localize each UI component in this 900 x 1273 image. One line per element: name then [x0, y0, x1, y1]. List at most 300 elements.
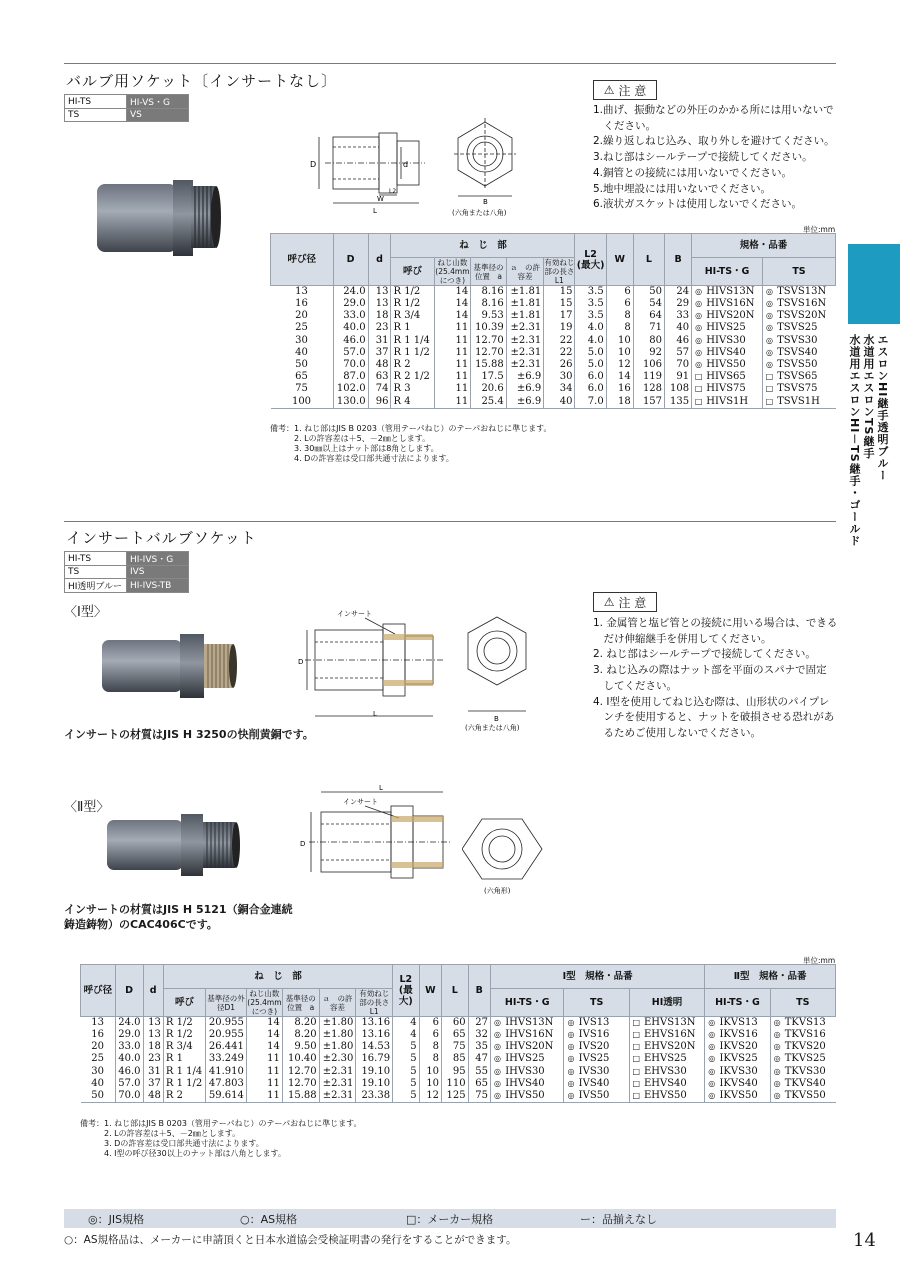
table-cell: 50	[295, 359, 308, 371]
table-cell: 33.0	[115, 1041, 143, 1053]
col-header: L	[633, 234, 664, 286]
table-cell: 8.20	[282, 1029, 319, 1041]
product-code-cell	[770, 1029, 835, 1041]
product-code-cell	[564, 1078, 629, 1090]
product-code-cell	[491, 1017, 564, 1030]
col-header: 基準径の外径D1	[206, 989, 247, 1017]
table-row	[81, 1078, 836, 1090]
col-header: 呼び径	[271, 234, 334, 286]
table-cell: 11	[434, 322, 471, 334]
table-cell: 96	[368, 396, 391, 409]
product-code-cell	[564, 1029, 629, 1041]
standard-mark: ◎	[567, 1078, 575, 1088]
standard-mark: ◎	[494, 1090, 501, 1100]
col-header: L2 (最大)	[393, 965, 420, 1017]
product-code-cell	[762, 286, 835, 299]
table-cell: ±2.30	[319, 1053, 356, 1065]
table-cell: 4	[393, 1017, 420, 1030]
standard-mark: ◎	[567, 1090, 575, 1100]
table-cell: 22	[544, 335, 575, 347]
caution-item: 5.地中埋設には用いないでください。	[593, 182, 772, 195]
table-cell: 5	[393, 1090, 420, 1103]
col-header: 呼び	[391, 258, 434, 286]
table-cell: 5.0	[575, 359, 606, 371]
product-code-cell	[491, 1066, 564, 1078]
standard-mark: ◎	[494, 1066, 501, 1076]
table-cell: 57.0	[333, 347, 368, 359]
table-cell: 23	[143, 1053, 163, 1065]
table-cell: R 2	[391, 359, 434, 371]
legend-as: ○：AS規格	[240, 1212, 298, 1226]
col-header: B	[665, 234, 692, 286]
product-code: EHVS30	[643, 1065, 687, 1077]
product-code: TKVS40	[784, 1077, 826, 1089]
table-cell: 57	[665, 347, 692, 359]
hex-note: (六角形)	[484, 887, 511, 895]
table-row	[81, 1066, 836, 1078]
table-cell: 95	[442, 1066, 469, 1078]
product-code-cell	[692, 322, 763, 334]
table-cell: 6	[419, 1029, 441, 1041]
table-row	[271, 347, 836, 359]
product-code-cell	[564, 1053, 629, 1065]
table-cell: 55	[468, 1066, 490, 1078]
table-cell: 6	[606, 298, 633, 310]
product-code-cell	[491, 1090, 564, 1103]
table-cell: 13.16	[356, 1017, 393, 1030]
caution-item: 1. 金属管と塩ビ管との接続に用いる場合は、できる	[593, 617, 838, 629]
table-cell: 92	[633, 347, 664, 359]
table-cell: 34	[544, 383, 575, 395]
table-cell: ±1.81	[506, 286, 544, 299]
product-code: EHVS25	[643, 1053, 687, 1065]
table-cell: 37	[143, 1078, 163, 1090]
table-cell: 70	[665, 359, 692, 371]
product-code-cell	[629, 1078, 705, 1090]
product-code: TSVS20N	[777, 310, 827, 322]
table-cell: 11	[246, 1066, 282, 1078]
product-code-cell	[762, 322, 835, 334]
product-code: HIVS1H	[706, 395, 749, 407]
dimension-drawing-hex	[448, 118, 523, 218]
table-cell: 125	[442, 1090, 469, 1103]
table1-notes	[270, 424, 551, 464]
table-cell: 14	[246, 1029, 282, 1041]
table-cell: R 1	[391, 322, 434, 334]
caution-item: 6.液状ガスケットは使用しないでください。	[593, 198, 802, 211]
dim-label-D: D	[310, 160, 317, 169]
table-cell: 75	[468, 1090, 490, 1103]
legend-bar	[64, 1209, 836, 1228]
table-cell: 50	[81, 1090, 116, 1103]
product-code: HIVS16N	[706, 298, 755, 310]
caution-item: ンチを使用すると、ナットを破損させる恐れがあ	[593, 711, 835, 724]
table-cell: 6.0	[575, 383, 606, 395]
table-cell: 16	[606, 383, 633, 395]
code-value: IVS	[127, 566, 189, 579]
table-cell: 20.955	[206, 1017, 247, 1030]
type1-label: 〈Ⅰ型〉	[64, 605, 107, 620]
table-cell: 11	[434, 359, 471, 371]
svg-text:L: L	[373, 710, 377, 718]
table-cell: 85	[442, 1053, 469, 1065]
table-row	[271, 322, 836, 334]
table-cell: R 1 1/4	[163, 1066, 205, 1078]
product-code-cell	[692, 347, 763, 359]
table-cell: 135	[665, 396, 692, 409]
warning-icon: ⚠	[603, 83, 615, 97]
table-cell: 25.4	[471, 396, 506, 409]
table-cell: 23	[368, 322, 391, 334]
table-cell: 6	[606, 286, 633, 299]
product-code: TKVS25	[784, 1053, 826, 1065]
warning-icon: ⚠	[603, 595, 615, 609]
product-code: IHVS16N	[505, 1029, 554, 1041]
caution-item: 1.曲げ、振動などの外圧のかかる所には用いないで	[593, 104, 834, 116]
caution-item: るためご使用しないでください。	[593, 726, 761, 739]
table-cell: ±6.9	[506, 371, 544, 383]
table-cell: 63	[368, 371, 391, 383]
standard-mark: ◎	[695, 335, 703, 345]
standard-mark: ◎	[695, 360, 703, 370]
table-cell: 33.249	[206, 1053, 247, 1065]
table-cell: 27	[468, 1017, 490, 1030]
note-item: 備考：1. ねじ部はJIS B 0203（管用テーパねじ）のテーパおねじに準じます。	[80, 1119, 362, 1128]
product-code-cell	[491, 1029, 564, 1041]
table-cell: ±6.9	[506, 383, 544, 395]
product-code-cell	[491, 1041, 564, 1053]
product-code-cell	[705, 1041, 770, 1053]
caution-item: ください。	[593, 119, 656, 132]
table-cell: 128	[633, 383, 664, 395]
footer-note: ○：AS規格品は、メーカーに申請頂くと日本水道協会受検証明書の発行をすることができます。	[64, 1234, 517, 1246]
product-code: IVS13	[578, 1017, 610, 1028]
product-code: IHVS13N	[505, 1017, 554, 1028]
standard-mark: □	[765, 372, 774, 382]
product-code: IHVS20N	[505, 1041, 554, 1053]
standard-mark: □	[632, 1030, 641, 1040]
table-cell: 18	[368, 310, 391, 322]
product-code-cell	[762, 335, 835, 347]
table-cell: 14	[434, 286, 471, 299]
table-cell: 17.5	[471, 371, 506, 383]
product-code-cell	[762, 396, 835, 409]
legend-jis: ◎：JIS規格	[88, 1212, 145, 1226]
table-cell: 5.0	[575, 347, 606, 359]
table-cell: ±2.31	[506, 322, 544, 334]
dim-label-W: W	[377, 195, 384, 203]
table-cell: 59.614	[206, 1090, 247, 1103]
table-cell: R 3	[391, 383, 434, 395]
table-cell: 16.79	[356, 1053, 393, 1065]
product-code: EHVS50	[643, 1089, 687, 1101]
table-cell: 40	[544, 396, 575, 409]
table-cell: 25	[91, 1053, 104, 1065]
standard-mark: ◎	[494, 1054, 501, 1064]
material-note-1: インサートの材質はJIS H 3250の快削黄銅です。	[64, 728, 314, 741]
product-code: EHVS16N	[643, 1029, 696, 1041]
col-header: HI-TS・G	[705, 989, 770, 1017]
standard-mark: ◎	[567, 1018, 575, 1027]
table-cell: 29.0	[115, 1029, 143, 1041]
col-header: HI-TS・G	[491, 989, 564, 1017]
table-cell: 40	[295, 346, 308, 358]
product-code: IVS30	[578, 1065, 610, 1077]
col-header: HI透明	[629, 989, 705, 1017]
product-code: IHVS25	[505, 1053, 545, 1065]
table-cell: R 1/2	[391, 298, 434, 310]
table-cell: 11	[434, 371, 471, 383]
table-cell: R 4	[391, 396, 434, 409]
table-cell: 11	[246, 1090, 282, 1103]
product-code: IVS25	[578, 1053, 610, 1065]
col-header: ねじ山数 (25.4mmにつき)	[435, 258, 470, 285]
col-header: D	[115, 965, 143, 1017]
table-cell: ±1.81	[506, 298, 544, 310]
col-header: ａ の許容差	[319, 989, 356, 1017]
standard-mark: ◎	[765, 335, 773, 345]
product-code: HIVS50	[706, 359, 746, 371]
table-cell: 29.0	[333, 298, 368, 310]
product-code-cell	[692, 298, 763, 310]
table-cell: 13.16	[356, 1029, 393, 1041]
product-code: IKVS50	[719, 1089, 758, 1101]
table-cell: 130.0	[333, 396, 368, 409]
table-row	[271, 396, 836, 409]
table-cell: 46	[665, 335, 692, 347]
product-code: IKVS13	[719, 1017, 758, 1028]
standard-mark: ◎	[708, 1066, 716, 1076]
caution-item: してください。	[593, 679, 677, 692]
table-cell: 8	[419, 1041, 441, 1053]
standard-mark: □	[765, 396, 774, 406]
table-cell: 106	[633, 359, 664, 371]
product-code: TSVS75	[777, 383, 818, 395]
standard-mark: ◎	[567, 1054, 575, 1064]
table-row	[81, 1090, 836, 1103]
standard-mark: ◎	[773, 1042, 781, 1052]
table-row	[271, 359, 836, 371]
table-cell: 46.0	[115, 1066, 143, 1078]
table-cell: 24.0	[115, 1017, 143, 1030]
table-cell: ±2.31	[319, 1078, 356, 1090]
table-cell: 87.0	[333, 371, 368, 383]
table-cell: 47	[468, 1053, 490, 1065]
product-code: TSVS50	[777, 359, 818, 371]
product-code-cell	[629, 1053, 705, 1065]
table-cell: 29	[665, 298, 692, 310]
standard-mark: ◎	[765, 287, 773, 296]
caution-item: 4. Ⅰ型を使用してねじ込む際は、山形状のパイプレ	[593, 695, 830, 708]
product-code-cell	[705, 1066, 770, 1078]
product-code-cell	[705, 1029, 770, 1041]
product-code-cell	[629, 1017, 705, 1030]
code-value: VS	[127, 109, 189, 122]
product-code: TSVS16N	[777, 298, 827, 310]
product-code: TSVS65	[777, 371, 818, 383]
table-cell: 23.38	[356, 1090, 393, 1103]
table-cell: 8	[606, 322, 633, 334]
table-cell: 157	[633, 396, 664, 409]
insert-label: インサート	[337, 610, 372, 618]
table-cell: 13	[295, 286, 308, 297]
table-cell: 14	[246, 1017, 282, 1030]
product-code: EHVS40	[643, 1077, 687, 1089]
product-code: TKVS20	[784, 1041, 826, 1053]
table-cell: 11	[434, 383, 471, 395]
product-code-cell	[629, 1090, 705, 1103]
product-code-cell	[705, 1078, 770, 1090]
table-cell: 48	[143, 1090, 163, 1103]
caution-item: 3. ねじ込みの際はナット部を平面のスパナで固定	[593, 664, 827, 677]
product-code: TSVS40	[777, 346, 818, 358]
product-code-cell	[692, 396, 763, 409]
product-code-cell	[770, 1017, 835, 1030]
standard-mark: ◎	[773, 1030, 781, 1040]
table-cell: 8.16	[471, 298, 506, 310]
standard-mark: ◎	[773, 1054, 781, 1064]
standard-mark: ◎	[695, 347, 703, 357]
note-item: 3. Dの許容差は受口部共通寸法によります。	[104, 1139, 264, 1148]
product-code: TKVS13	[784, 1017, 826, 1028]
col-header: 基準径の位置 a	[471, 258, 506, 286]
product-code-cell	[705, 1017, 770, 1030]
table-cell: 10	[606, 347, 633, 359]
standard-mark: □	[632, 1066, 641, 1076]
product-code: EHVS20N	[643, 1041, 696, 1053]
table-cell: 30	[544, 371, 575, 383]
spec-table-2	[80, 964, 836, 1103]
product-code-cell	[770, 1078, 835, 1090]
col-header: TS	[770, 989, 835, 1017]
product-code: TSVS30	[777, 334, 818, 346]
table-cell: 26	[544, 359, 575, 371]
code-label: HI-TS	[65, 552, 127, 566]
table-cell: 20.6	[471, 383, 506, 395]
dimension-drawing-hex-type1	[460, 613, 535, 733]
section2-codes	[64, 551, 189, 593]
table-cell: 65	[442, 1029, 469, 1041]
product-code: IHVS30	[505, 1065, 545, 1077]
section2-title: インサートバルブソケット	[66, 529, 257, 547]
table-cell: ±2.31	[319, 1090, 356, 1103]
table-cell: 6	[419, 1017, 441, 1030]
table-cell: ±2.31	[506, 347, 544, 359]
table-row	[271, 286, 836, 299]
section1-rule	[64, 63, 836, 64]
note-item: 3. 30㎜以上はナット部は8角とします。	[294, 444, 439, 453]
standard-mark: ◎	[494, 1078, 501, 1088]
code-label: TS	[65, 109, 127, 122]
table-cell: 11	[434, 347, 471, 359]
table-row	[271, 310, 836, 322]
product-code: HIVS25	[706, 322, 746, 334]
table-cell: 20.955	[206, 1029, 247, 1041]
table-cell: 19.10	[356, 1078, 393, 1090]
product-code-cell	[692, 359, 763, 371]
legend-maker: □：メーカー規格	[406, 1212, 494, 1226]
col-header: 呼び	[163, 989, 205, 1017]
table-cell: 11	[434, 335, 471, 347]
table-cell: R 1 1/2	[391, 347, 434, 359]
col-header: ね じ 部	[163, 965, 392, 989]
caution-badge: ⚠ 注 意	[593, 80, 657, 100]
table-cell: R 3/4	[391, 310, 434, 322]
table-cell: 11	[246, 1053, 282, 1065]
product-photo-type2	[105, 808, 245, 878]
table-cell: 3.5	[575, 310, 606, 322]
standard-mark: ◎	[567, 1066, 575, 1076]
section2-rule	[64, 521, 836, 522]
standard-mark: ◎	[773, 1078, 781, 1088]
svg-text:B: B	[494, 715, 499, 723]
product-code-cell	[692, 310, 763, 322]
table-cell: 13	[143, 1017, 163, 1030]
code-label: HI透明ブルー	[65, 579, 127, 593]
col-header: Ⅱ型 規格・品番	[705, 965, 836, 989]
standard-mark: ◎	[765, 299, 773, 309]
table-cell: 3.5	[575, 298, 606, 310]
table-cell: 19.10	[356, 1066, 393, 1078]
col-header: d	[143, 965, 163, 1017]
table-cell: R 2	[163, 1090, 205, 1103]
code-value: HI-VS・G	[127, 95, 189, 109]
table-cell: 14	[434, 310, 471, 322]
standard-mark: □	[632, 1018, 641, 1027]
table-cell: 13	[368, 286, 391, 299]
table-cell: 20	[91, 1041, 104, 1053]
standard-mark: □	[632, 1054, 641, 1064]
table-cell: 9.53	[471, 310, 506, 322]
product-code-cell	[692, 286, 763, 299]
product-code-cell	[564, 1041, 629, 1053]
table-cell: 47.803	[206, 1078, 247, 1090]
table-cell: 119	[633, 371, 664, 383]
dimension-drawing-hex-type2	[462, 815, 552, 900]
table-cell: 4.0	[575, 322, 606, 334]
unit-label: 単位:mm	[803, 225, 836, 234]
table-cell: 100	[271, 396, 334, 409]
standard-mark: ◎	[494, 1018, 501, 1027]
table-cell: 3.5	[575, 286, 606, 299]
table-cell: 22	[544, 347, 575, 359]
table-cell: 12.70	[282, 1066, 319, 1078]
table-cell: R 1 1/4	[391, 335, 434, 347]
col-header: ね じ 部	[391, 234, 575, 258]
standard-mark: ◎	[708, 1042, 716, 1052]
table-cell: 10.39	[471, 322, 506, 334]
table-cell: 33	[665, 310, 692, 322]
table-cell: 110	[442, 1078, 469, 1090]
standard-mark: □	[632, 1042, 641, 1052]
table-cell: 75	[295, 383, 308, 395]
product-code-cell	[564, 1017, 629, 1030]
table-cell: R 1/2	[163, 1029, 205, 1041]
product-code: HIVS75	[706, 383, 746, 395]
col-header: 基準径の位置 a	[282, 989, 319, 1017]
table-cell: ±2.31	[506, 359, 544, 371]
table-cell: 50	[633, 286, 664, 299]
product-code: IHVS40	[505, 1077, 545, 1089]
col-header: 規格・品番	[692, 234, 836, 258]
col-header: B	[468, 965, 490, 1017]
product-code: IVS40	[578, 1077, 610, 1089]
table-cell: 12.70	[471, 335, 506, 347]
product-code: IKVS16	[719, 1029, 758, 1041]
product-code-cell	[770, 1041, 835, 1053]
table-cell: 5	[393, 1078, 420, 1090]
table-cell: 24.0	[333, 286, 368, 299]
